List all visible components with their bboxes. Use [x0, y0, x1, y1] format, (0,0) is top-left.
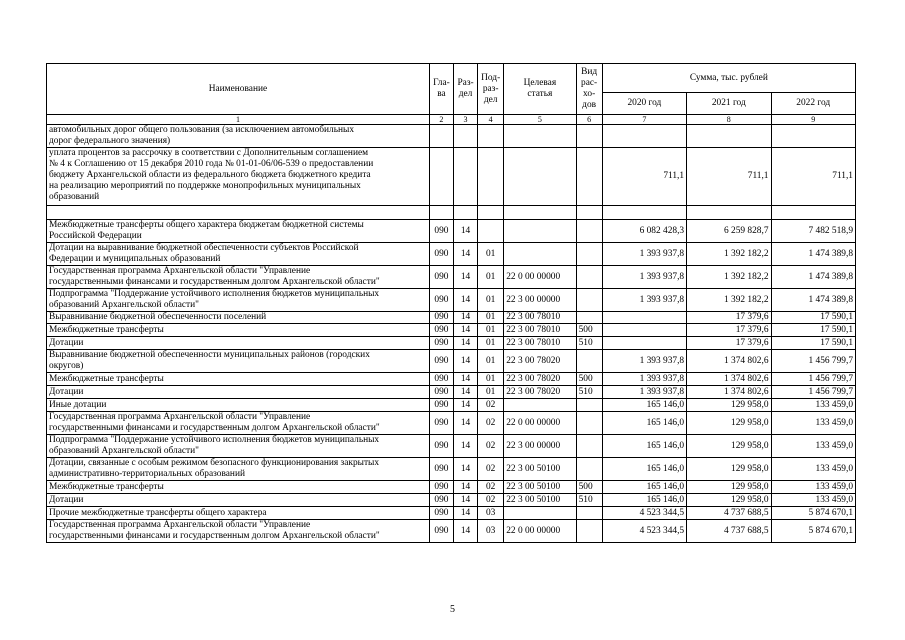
header-razdel: Раз- дел [453, 64, 477, 115]
cell-y2020 [602, 324, 686, 337]
cell-y2022: 1 456 799,7 [771, 386, 856, 399]
row-name [47, 412, 430, 435]
cell-vid [576, 148, 602, 206]
row-name-line: образований Архангельской области" [49, 446, 199, 456]
cell-razdel: 14 [453, 312, 477, 324]
column-number: 6 [576, 115, 602, 125]
row-name-line: Дотации, связанные с особым режимом безопасного функционирования закрытых [49, 458, 380, 468]
cell-razdel [453, 125, 477, 148]
cell-celevaya: 22 0 00 00000 [504, 412, 576, 435]
row-name [47, 324, 430, 337]
cell-y2022: 1 474 389,8 [771, 243, 856, 266]
cell-podrazdel: 02 [478, 399, 504, 412]
cell-vid [576, 507, 602, 520]
cell-y2021: 129 958,0 [687, 494, 771, 507]
cell-y2021: 17 379,6 [687, 337, 771, 350]
table-row [47, 125, 856, 148]
cell-glava: 090 [429, 350, 453, 373]
cell-celevaya: 22 3 00 78020 [504, 373, 576, 386]
header-name: Наименование [47, 64, 430, 115]
cell-celevaya: 22 3 00 78010 [504, 337, 576, 350]
row-name-line: дорог федерального значения) [49, 136, 171, 146]
table-row [47, 350, 856, 373]
cell-vid [576, 220, 602, 243]
cell-celevaya: 22 3 00 78020 [504, 386, 576, 399]
cell-y2020: 4 523 344,5 [602, 520, 686, 543]
table-row [47, 399, 856, 412]
cell-y2021: 4 737 688,5 [687, 507, 771, 520]
row-name-line: уплата процентов за рассрочку в соответствии с Дополнительным соглашением [49, 148, 369, 158]
cell-razdel: 14 [453, 481, 477, 494]
cell-vid: 510 [576, 494, 602, 507]
cell-vid [576, 312, 602, 324]
cell-y2021 [687, 125, 771, 148]
table-row [47, 386, 856, 399]
cell-vid [576, 125, 602, 148]
row-name [47, 289, 430, 312]
cell-y2020 [602, 125, 686, 148]
row-name [47, 350, 430, 373]
cell-vid: 500 [576, 324, 602, 337]
cell-podrazdel: 01 [478, 266, 504, 289]
cell-y2021: 4 737 688,5 [687, 520, 771, 543]
cell-y2022: 1 474 389,8 [771, 266, 856, 289]
cell-vid: 500 [576, 481, 602, 494]
cell-y2020 [602, 312, 686, 324]
cell-razdel: 14 [453, 412, 477, 435]
row-name [47, 399, 430, 412]
row-name-line: автомобильных дорог общего пользования (за исключением автомобильных [49, 125, 355, 135]
budget-table [46, 63, 856, 543]
cell-y2020 [602, 206, 686, 220]
cell-y2021: 17 379,6 [687, 324, 771, 337]
header-year-2020: 2020 год [602, 93, 686, 115]
cell-podrazdel: 01 [478, 243, 504, 266]
cell-y2020: 1 393 937,8 [602, 243, 686, 266]
cell-razdel: 14 [453, 243, 477, 266]
cell-y2021: 711,1 [687, 148, 771, 206]
cell-vid [576, 399, 602, 412]
cell-razdel: 14 [453, 458, 477, 481]
page-number: 5 [450, 604, 455, 615]
cell-celevaya [504, 125, 576, 148]
cell-y2022: 7 482 518,9 [771, 220, 856, 243]
row-name-line: Прочие межбюджетные трансферты общего характера [49, 507, 267, 518]
cell-razdel: 14 [453, 337, 477, 350]
header-celevaya: Целевая статья [504, 64, 576, 115]
cell-celevaya: 22 0 00 00000 [504, 266, 576, 289]
header-year-2022: 2022 год [771, 93, 856, 115]
cell-y2021: 129 958,0 [687, 399, 771, 412]
row-name-line: Государственная программа Архангельской области "Управление [49, 266, 311, 276]
cell-glava: 090 [429, 220, 453, 243]
column-number: 5 [504, 115, 576, 125]
row-name-line: административно-территориальных образований [49, 469, 245, 479]
cell-y2022: 133 459,0 [771, 399, 856, 412]
row-name-line: Подпрограмма "Поддержание устойчивого исполнения бюджетов муниципальных [49, 289, 380, 299]
cell-podrazdel: 01 [478, 312, 504, 324]
column-numbers-row [47, 115, 856, 125]
cell-razdel: 14 [453, 494, 477, 507]
row-name-line: Дотации [49, 386, 84, 397]
column-number: 9 [771, 115, 856, 125]
row-name-line: Государственная программа Архангельской области "Управление [49, 412, 311, 422]
cell-podrazdel: 03 [478, 507, 504, 520]
row-name-line: государственными финансами и государственным долгом Архангельской области" [49, 277, 380, 287]
cell-glava: 090 [429, 266, 453, 289]
cell-y2021: 1 374 802,6 [687, 386, 771, 399]
cell-vid [576, 289, 602, 312]
cell-y2021: 129 958,0 [687, 435, 771, 458]
cell-vid [576, 206, 602, 220]
cell-y2022: 711,1 [771, 148, 856, 206]
cell-y2021: 1 392 182,2 [687, 243, 771, 266]
cell-podrazdel: 01 [478, 337, 504, 350]
row-name-line: Иные дотации [49, 399, 107, 410]
cell-glava: 090 [429, 481, 453, 494]
cell-celevaya: 22 3 00 00000 [504, 289, 576, 312]
cell-podrazdel [478, 148, 504, 206]
row-name [47, 266, 430, 289]
cell-vid [576, 412, 602, 435]
cell-celevaya: 22 3 00 78010 [504, 312, 576, 324]
cell-glava [429, 206, 453, 220]
cell-glava: 090 [429, 337, 453, 350]
cell-celevaya [504, 148, 576, 206]
row-name-line: Межбюджетные трансферты общего характера бюджетам бюджетной системы [49, 220, 364, 230]
cell-podrazdel: 01 [478, 324, 504, 337]
cell-razdel: 14 [453, 507, 477, 520]
cell-podrazdel: 02 [478, 435, 504, 458]
cell-y2022 [771, 125, 856, 148]
cell-podrazdel [478, 125, 504, 148]
cell-celevaya: 22 3 00 50100 [504, 494, 576, 507]
cell-y2022: 5 874 670,1 [771, 520, 856, 543]
cell-razdel: 14 [453, 520, 477, 543]
row-name-line: Межбюджетные трансферты [49, 481, 164, 492]
cell-y2020 [602, 337, 686, 350]
row-name [47, 373, 430, 386]
cell-celevaya: 22 3 00 00000 [504, 435, 576, 458]
row-name-line: Российской Федерации [49, 231, 142, 241]
cell-podrazdel: 01 [478, 386, 504, 399]
cell-y2020: 1 393 937,8 [602, 373, 686, 386]
cell-y2020: 4 523 344,5 [602, 507, 686, 520]
cell-vid [576, 435, 602, 458]
cell-y2022: 17 590,1 [771, 324, 856, 337]
row-name [47, 206, 430, 220]
cell-celevaya [504, 206, 576, 220]
column-number: 4 [478, 115, 504, 125]
cell-vid [576, 266, 602, 289]
row-name-line: Подпрограмма "Поддержание устойчивого исполнения бюджетов муниципальных [49, 435, 380, 445]
row-name [47, 386, 430, 399]
row-name-line: округов) [49, 361, 84, 371]
cell-celevaya: 22 3 00 50100 [504, 481, 576, 494]
cell-podrazdel: 02 [478, 458, 504, 481]
cell-y2020: 6 082 428,3 [602, 220, 686, 243]
cell-glava: 090 [429, 399, 453, 412]
row-name-line: Межбюджетные трансферты [49, 373, 164, 384]
cell-vid [576, 458, 602, 481]
row-name-line: образований Архангельской области" [49, 300, 199, 310]
table-row [47, 494, 856, 507]
cell-vid [576, 350, 602, 373]
cell-razdel: 14 [453, 350, 477, 373]
cell-y2020: 711,1 [602, 148, 686, 206]
cell-vid: 510 [576, 337, 602, 350]
cell-vid: 500 [576, 373, 602, 386]
cell-celevaya [504, 243, 576, 266]
cell-razdel: 14 [453, 435, 477, 458]
table-row [47, 206, 856, 220]
cell-y2021: 1 392 182,2 [687, 289, 771, 312]
cell-glava: 090 [429, 243, 453, 266]
cell-y2021: 1 374 802,6 [687, 350, 771, 373]
column-number: 2 [429, 115, 453, 125]
header-summa: Сумма, тыс. рублей [602, 64, 855, 93]
cell-razdel: 14 [453, 386, 477, 399]
cell-razdel [453, 206, 477, 220]
cell-glava: 090 [429, 507, 453, 520]
cell-y2022: 5 874 670,1 [771, 507, 856, 520]
table-row [47, 324, 856, 337]
cell-razdel: 14 [453, 289, 477, 312]
row-name-line: Выравнивание бюджетной обеспеченности поселений [49, 312, 267, 322]
cell-y2021: 6 259 828,7 [687, 220, 771, 243]
row-name-line: бюджету Архангельской области из федерального бюджета бюджетного кредита [49, 170, 371, 180]
column-number: 8 [687, 115, 771, 125]
cell-y2022: 17 590,1 [771, 312, 856, 324]
cell-razdel: 14 [453, 399, 477, 412]
row-name [47, 337, 430, 350]
row-name [47, 125, 430, 148]
cell-y2022: 133 459,0 [771, 458, 856, 481]
cell-celevaya: 22 3 00 78010 [504, 324, 576, 337]
row-name-line: № 4 к Соглашению от 15 декабря 2010 года № 01-01-06/06-539 о предоставлении [49, 159, 374, 169]
row-name [47, 507, 430, 520]
row-name [47, 312, 430, 324]
cell-y2021: 1 374 802,6 [687, 373, 771, 386]
row-name [47, 220, 430, 243]
row-name-line: образований [49, 192, 100, 202]
row-name [47, 458, 430, 481]
cell-podrazdel [478, 220, 504, 243]
cell-y2022: 133 459,0 [771, 412, 856, 435]
cell-podrazdel [478, 206, 504, 220]
cell-celevaya [504, 507, 576, 520]
table-row [47, 148, 856, 206]
cell-glava: 090 [429, 458, 453, 481]
table-row [47, 373, 856, 386]
cell-glava: 090 [429, 373, 453, 386]
cell-vid: 510 [576, 386, 602, 399]
cell-glava: 090 [429, 520, 453, 543]
cell-glava: 090 [429, 435, 453, 458]
cell-glava [429, 125, 453, 148]
cell-glava: 090 [429, 412, 453, 435]
cell-y2020: 165 146,0 [602, 494, 686, 507]
table-row [47, 435, 856, 458]
table-row [47, 220, 856, 243]
cell-celevaya: 22 0 00 00000 [504, 520, 576, 543]
cell-razdel: 14 [453, 220, 477, 243]
table-row [47, 481, 856, 494]
row-name-line: государственными финансами и государственным долгом Архангельской области" [49, 423, 380, 433]
cell-y2022: 1 474 389,8 [771, 289, 856, 312]
cell-y2022: 17 590,1 [771, 337, 856, 350]
row-name [47, 494, 430, 507]
cell-y2020: 165 146,0 [602, 412, 686, 435]
cell-glava: 090 [429, 494, 453, 507]
row-name-line: Дотации [49, 337, 84, 348]
cell-celevaya [504, 220, 576, 243]
cell-y2021: 17 379,6 [687, 312, 771, 324]
cell-y2022: 1 456 799,7 [771, 350, 856, 373]
cell-y2020: 1 393 937,8 [602, 266, 686, 289]
cell-celevaya: 22 3 00 50100 [504, 458, 576, 481]
header-year-2021: 2021 год [687, 93, 771, 115]
cell-glava [429, 148, 453, 206]
row-name [47, 148, 430, 206]
cell-y2022 [771, 206, 856, 220]
cell-podrazdel: 02 [478, 412, 504, 435]
table-row [47, 337, 856, 350]
row-name-line: на реализацию мероприятий по поддержке монопрофильных муниципальных [49, 181, 361, 191]
column-number: 1 [47, 115, 430, 125]
cell-podrazdel: 02 [478, 481, 504, 494]
cell-y2020: 165 146,0 [602, 399, 686, 412]
cell-razdel: 14 [453, 324, 477, 337]
cell-y2020: 1 393 937,8 [602, 289, 686, 312]
cell-y2020: 165 146,0 [602, 435, 686, 458]
row-name-line: Межбюджетные трансферты [49, 324, 164, 335]
table-row [47, 458, 856, 481]
table-row [47, 243, 856, 266]
cell-celevaya: 22 3 00 78020 [504, 350, 576, 373]
cell-y2022: 133 459,0 [771, 435, 856, 458]
cell-y2020: 1 393 937,8 [602, 386, 686, 399]
cell-glava: 090 [429, 312, 453, 324]
header-glava: Гла- ва [429, 64, 453, 115]
cell-podrazdel: 01 [478, 373, 504, 386]
cell-glava: 090 [429, 289, 453, 312]
cell-y2022: 133 459,0 [771, 494, 856, 507]
table-row [47, 507, 856, 520]
cell-podrazdel: 03 [478, 520, 504, 543]
cell-y2021: 129 958,0 [687, 458, 771, 481]
header-podrazdel: Под- раз- дел [478, 64, 504, 115]
cell-vid [576, 520, 602, 543]
cell-glava: 090 [429, 324, 453, 337]
table-body [47, 115, 856, 543]
cell-razdel: 14 [453, 266, 477, 289]
table-row [47, 412, 856, 435]
cell-y2020: 165 146,0 [602, 481, 686, 494]
row-name [47, 243, 430, 266]
cell-y2022: 1 456 799,7 [771, 373, 856, 386]
cell-y2021: 129 958,0 [687, 412, 771, 435]
row-name-line: Федерации и муниципальных образований [49, 254, 221, 264]
table-row [47, 312, 856, 324]
cell-celevaya [504, 399, 576, 412]
cell-y2020: 165 146,0 [602, 458, 686, 481]
cell-podrazdel: 02 [478, 494, 504, 507]
cell-razdel: 14 [453, 373, 477, 386]
table-row [47, 266, 856, 289]
row-name-line: Дотации [49, 494, 84, 505]
row-name-line: Государственная программа Архангельской области "Управление [49, 520, 311, 530]
row-name-line: Дотации на выравнивание бюджетной обеспеченности субъектов Российской [49, 243, 359, 253]
cell-y2022: 133 459,0 [771, 481, 856, 494]
cell-y2021: 129 958,0 [687, 481, 771, 494]
cell-razdel [453, 148, 477, 206]
cell-y2021: 1 392 182,2 [687, 266, 771, 289]
header-vid: Вид рас- хо- дов [576, 64, 602, 115]
cell-y2020: 1 393 937,8 [602, 350, 686, 373]
cell-podrazdel: 01 [478, 350, 504, 373]
row-name [47, 435, 430, 458]
row-name-line: Выравнивание бюджетной обеспеченности муниципальных районов (городских [49, 350, 370, 360]
row-name-line: государственными финансами и государственным долгом Архангельской области" [49, 531, 380, 541]
cell-vid [576, 243, 602, 266]
row-name [47, 481, 430, 494]
column-number: 7 [602, 115, 686, 125]
column-number: 3 [453, 115, 477, 125]
cell-glava: 090 [429, 386, 453, 399]
table-row [47, 289, 856, 312]
cell-y2021 [687, 206, 771, 220]
table-row [47, 520, 856, 543]
cell-podrazdel: 01 [478, 289, 504, 312]
row-name [47, 520, 430, 543]
